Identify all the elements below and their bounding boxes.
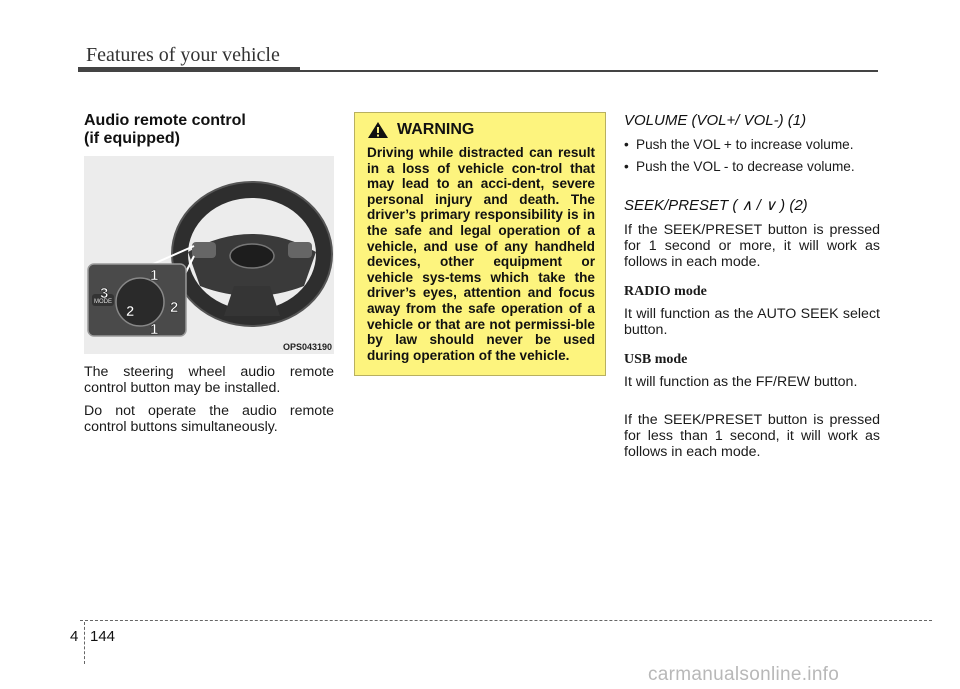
warning-box	[354, 112, 606, 376]
warning-title-row	[367, 121, 595, 139]
steering-wheel-illustration	[84, 156, 334, 354]
footer-divider	[84, 622, 85, 664]
header-rule-thin	[300, 70, 878, 72]
volume-bullet-list	[624, 137, 880, 175]
watermark: carmanualsonline.info	[648, 664, 840, 685]
header-rule-thick	[78, 67, 300, 72]
brand-emblem	[230, 244, 274, 268]
callout-2-left: 2	[126, 303, 135, 320]
header-title: Features of your vehicle	[86, 44, 280, 66]
wheel-left-control-pad	[192, 242, 216, 258]
footer-rule	[80, 620, 932, 621]
steering-wheel-figure	[84, 156, 334, 354]
radio-mode-paragraph: It will function as the AUTO SEEK select button.	[624, 306, 880, 338]
seek-long-press-paragraph: If the SEEK/PRESET button is pressed for 1 second or more, it will work as follows in each mode.	[624, 222, 880, 270]
figure-code: OPS043190	[282, 342, 332, 352]
usb-mode-heading: USB mode	[624, 352, 688, 367]
list-item: • Push the VOL + to increase volume.	[624, 137, 880, 153]
warning-text: Driving while distracted can result in a loss of vehicle con-trol that may lead to an acci-dent, severe personal injury and death. The driver’s primary responsibility is in the safe and legal operation of a vehicle, and use of any handheld devices, other equipment or vehicle sys-tems which take the driver’s eyes, attention and focus away from the safe operation of a vehicle or that are not permissi-ble by law should never be used during operation of the vehicle.	[367, 145, 595, 363]
right-column	[624, 112, 880, 467]
chapter-number: 4	[70, 628, 79, 645]
callout-3: 3	[100, 285, 109, 302]
middle-column	[354, 112, 606, 376]
usb-mode-paragraph: It will function as the FF/REW button.	[624, 374, 858, 390]
list-item: • Push the VOL - to decrease volume.	[624, 159, 880, 175]
wheel-right-control-pad	[288, 242, 312, 258]
callout-2-right: 2	[170, 299, 179, 316]
section-heading-line1: Audio remote control	[84, 112, 246, 129]
warning-title: WARNING	[397, 121, 475, 138]
section-heading	[84, 112, 334, 148]
mode-button-label: MODE	[94, 299, 112, 305]
callout-1-top: 1	[150, 267, 159, 284]
left-column	[84, 112, 334, 442]
paragraph-do-not-operate: Do not operate the audio remote control buttons simultaneously.	[84, 403, 334, 435]
warning-triangle-icon	[367, 121, 389, 139]
seek-short-press-paragraph: If the SEEK/PRESET button is pressed for less than 1 second, it will work as follows in each mode.	[624, 412, 880, 460]
radio-mode-heading: RADIO mode	[624, 284, 707, 299]
callout-1-bottom: 1	[150, 321, 159, 338]
page-number: 144	[90, 628, 116, 645]
control-dial	[116, 278, 164, 326]
paragraph-installed: The steering wheel audio remote control button may be installed.	[84, 364, 334, 396]
section-heading-line2: (if equipped)	[84, 130, 180, 147]
seek-preset-heading: SEEK/PRESET ( ∧ / ∨ ) (2)	[624, 197, 808, 214]
volume-heading: VOLUME (VOL+/ VOL-) (1)	[624, 112, 807, 129]
